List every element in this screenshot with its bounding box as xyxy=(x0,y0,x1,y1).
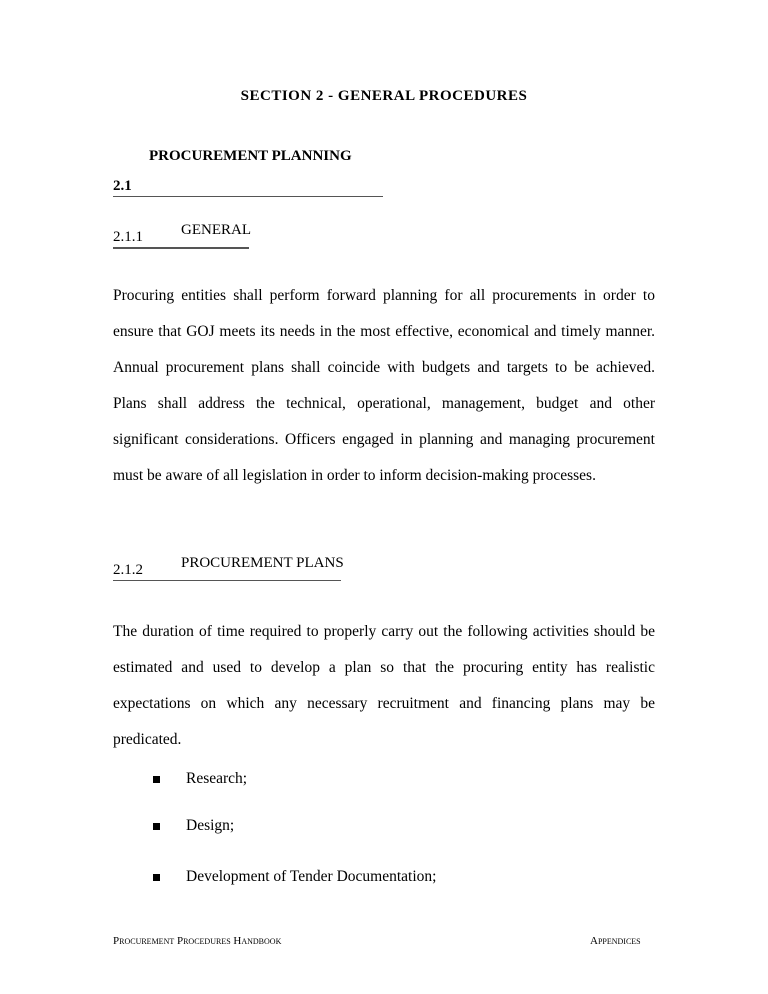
section-number-2-1-1: 2.1.1 xyxy=(113,229,143,245)
section-title: SECTION 2 - GENERAL PROCEDURES xyxy=(240,88,528,104)
bullet-icon xyxy=(153,776,160,783)
footer-appendices: Appendices xyxy=(590,935,641,947)
bullet-item: Research; xyxy=(186,770,248,787)
heading-general: GENERAL xyxy=(181,222,251,238)
section-number-2-1-2: 2.1.2 xyxy=(113,562,143,578)
heading-underline xyxy=(113,247,249,249)
bullet-item: Development of Tender Documentation; xyxy=(186,868,437,885)
heading-underline xyxy=(113,196,383,197)
paragraph-general: Procuring entities shall perform forward planning for all procurements in order to ensure that GOJ meets its needs in the most effective, economical and timely manner. Annual procurement plans shall coincide with budgets and targets to be achieved. Plans shall address the technical, operational, management, budget and other significant considerations. Officers engaged in planning and managing procurement must be aware of all legislation in order to inform decision-making processes. xyxy=(113,287,655,484)
section-number-2-1: 2.1 xyxy=(113,178,132,194)
footer-handbook: Procurement Procedures Handbook xyxy=(113,935,282,947)
bullet-item: Design; xyxy=(186,817,235,834)
heading-underline xyxy=(113,580,341,581)
heading-procurement-plans: PROCUREMENT PLANS xyxy=(181,555,344,571)
bullet-icon xyxy=(153,874,160,881)
paragraph-procurement-plans: The duration of time required to properly carry out the following activities should be estimated and used to develop a plan so that the procuring entity has realistic expectations on which any necessary recruitment and financing plans may be predicated. xyxy=(113,623,655,748)
heading-procurement-planning: PROCUREMENT PLANNING xyxy=(149,148,352,164)
bullet-icon xyxy=(153,823,160,830)
